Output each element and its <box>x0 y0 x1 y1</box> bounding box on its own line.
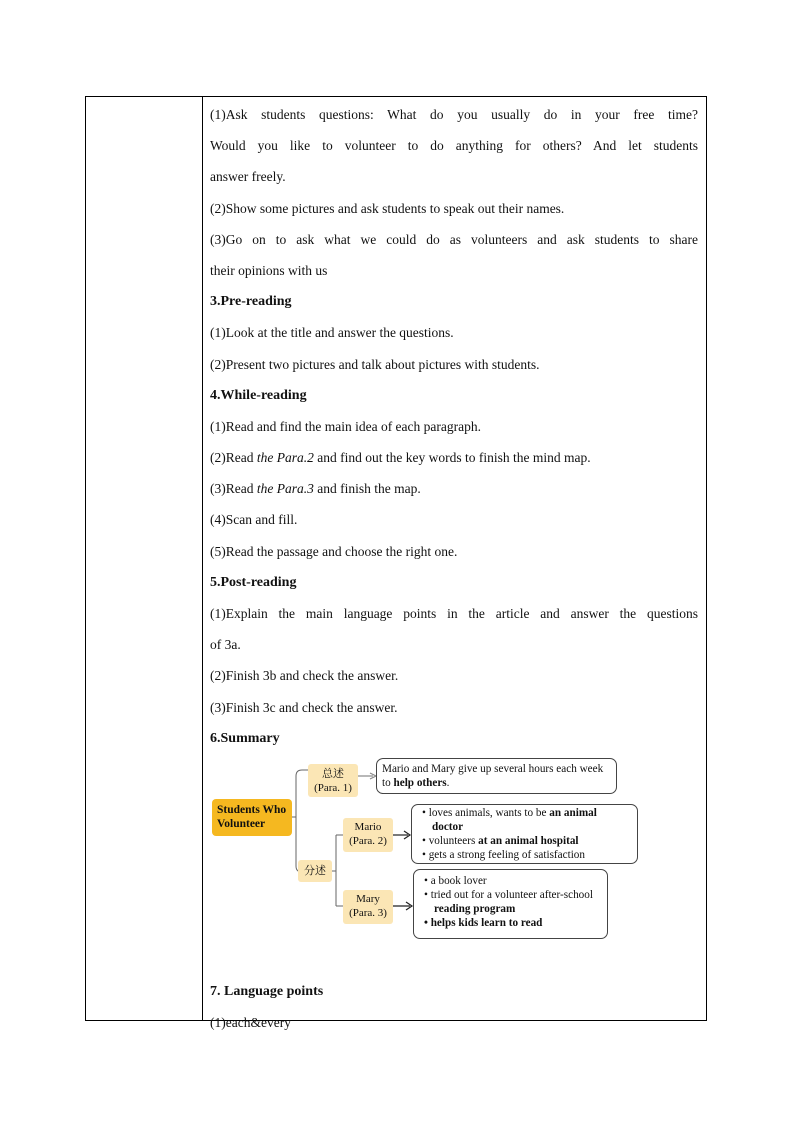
bold-phrase: reading program <box>434 902 516 915</box>
text-line: (4)Scan and fill. <box>210 512 298 528</box>
mario-point-2 <box>422 834 631 848</box>
mario-point-1 <box>422 806 631 820</box>
detail-tag: 分述 <box>298 860 332 882</box>
bold-phrase: • helps kids learn to read <box>424 916 543 929</box>
overview-tag <box>308 764 358 797</box>
central-topic: Students Who Volunteer <box>212 799 292 836</box>
procedure-cell <box>210 99 698 1038</box>
text-line: (2)Finish 3b and check the answer. <box>210 668 399 684</box>
text-line: (1)Ask students questions: What do you usually do in your free time? <box>210 107 698 122</box>
mary-point-2-cont <box>424 902 601 916</box>
mario-point-1-cont <box>422 820 631 834</box>
mario-name: Mario <box>354 820 382 833</box>
mario-para: (Para. 2) <box>349 834 387 847</box>
text-line: Would you like to volunteer to do anything for others? And let students <box>210 138 698 154</box>
overview-box <box>376 758 617 794</box>
mary-tag <box>343 890 393 924</box>
overview-tag-para: (Para. 1) <box>314 781 352 794</box>
text-line: (1)each&every <box>210 1015 291 1031</box>
text-part: and finish the map. <box>313 481 421 497</box>
column-divider <box>202 97 203 1020</box>
text-line: answer freely. <box>210 169 286 185</box>
text-part: • loves animals, wants to be <box>422 806 550 819</box>
text-part: . <box>446 776 450 789</box>
overview-text: Mario and Mary give up several hours each week <box>382 762 604 775</box>
text-line <box>210 473 698 504</box>
mario-point-3: • gets a strong feeling of satisfaction <box>422 848 585 861</box>
text-line: (1)Explain the main language points in the article and answer the questions <box>210 606 698 621</box>
text-part: (2)Read <box>210 450 257 466</box>
text-line: (2)Show some pictures and ask students to speak out their names. <box>210 200 565 216</box>
mary-point-1: • a book lover <box>424 874 487 887</box>
overview-tag-cn: 总述 <box>322 767 344 780</box>
text-line: (3)Go on to ask what we could do as volunteers and ask students to share <box>210 231 698 247</box>
text-part: to <box>382 776 394 789</box>
section-heading-summary: 6.Summary <box>210 730 280 746</box>
section-heading-while-reading: 4.While-reading <box>210 387 307 403</box>
summary-mind-map <box>210 756 698 976</box>
italic-ref: the Para.2 <box>256 450 314 466</box>
mary-details-box <box>413 869 608 939</box>
text-line: (3)Finish 3c and check the answer. <box>210 699 398 715</box>
bold-phrase: doctor <box>432 820 464 833</box>
section-heading-pre-reading: 3.Pre-reading <box>210 294 292 310</box>
bold-phrase: an animal <box>549 806 597 819</box>
section-heading-post-reading: 5.Post-reading <box>210 574 297 590</box>
italic-ref: the Para.3 <box>256 481 314 497</box>
text-line <box>210 442 698 473</box>
mary-name: Mary <box>356 892 380 905</box>
text-line: (5)Read the passage and choose the right one. <box>210 543 458 559</box>
mario-details-box <box>411 804 638 864</box>
text-line: of 3a. <box>210 637 241 653</box>
text-part: and find out the key words to finish the mind map. <box>313 450 591 466</box>
section-heading-language-points: 7. Language points <box>210 983 324 999</box>
mary-point-3 <box>424 916 601 930</box>
text-line: (2)Present two pictures and talk about pictures with students. <box>210 356 540 372</box>
mary-para: (Para. 3) <box>349 906 387 919</box>
text-part: • volunteers <box>422 834 479 847</box>
mario-tag <box>343 818 393 852</box>
bold-phrase: at an animal hospital <box>478 834 579 847</box>
bold-phrase: help others <box>393 776 447 789</box>
text-line: their opinions with us <box>210 262 328 278</box>
lesson-table <box>85 96 707 1031</box>
text-part: (3)Read <box>210 481 257 497</box>
overview-text-line2 <box>382 776 611 790</box>
text-line: (1)Read and find the main idea of each paragraph. <box>210 418 482 434</box>
text-line: (1)Look at the title and answer the questions. <box>210 325 454 341</box>
mary-point-2: • tried out for a volunteer after-school <box>424 888 593 901</box>
